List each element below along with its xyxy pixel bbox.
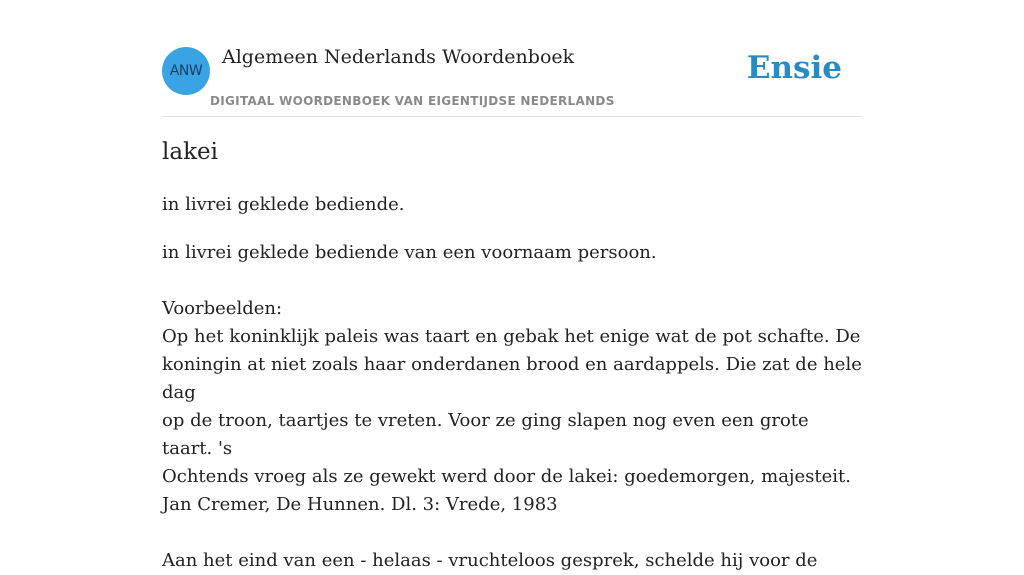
ensie-brand-link[interactable]: Ensie <box>746 50 842 86</box>
example-quote <box>162 547 862 575</box>
example-source: Jan Cremer, De Hunnen. Dl. 3: Vrede, 1983 <box>162 494 558 515</box>
example-line: Aan het eind van een - helaas - vruchteloos gesprek, schelde hij voor de <box>162 550 818 571</box>
examples-label: Voorbeelden: <box>162 298 283 319</box>
example-quote <box>162 323 862 519</box>
short-definition: in livrei geklede bediende. <box>162 194 405 215</box>
site-title[interactable]: Algemeen Nederlands Woordenboek <box>222 46 575 68</box>
anw-logo[interactable] <box>162 47 210 95</box>
site-header <box>162 0 862 117</box>
example-line: Op het koninklijk paleis was taart en gebak het enige wat de pot schafte. De <box>162 326 861 347</box>
page-container <box>162 0 862 571</box>
example-line: koningin at niet zoals haar onderdanen brood en aardappels. Die zat de hele dag <box>162 354 862 403</box>
example-line: op de troon, taartjes te vreten. Voor ze ging slapen nog even een grote taart. 's <box>162 410 809 459</box>
entry-word: lakei <box>162 139 218 165</box>
anw-logo-text: ANW <box>169 63 203 79</box>
site-subtitle: DIGITAAL WOORDENBOEK VAN EIGENTIJDSE NEDERLANDS <box>210 94 615 108</box>
full-definition: in livrei geklede bediende van een voornaam persoon. <box>162 242 657 263</box>
example-line: Ochtends vroeg als ze gewekt werd door de lakei: goedemorgen, majesteit. <box>162 466 851 487</box>
entry-body <box>162 239 862 575</box>
